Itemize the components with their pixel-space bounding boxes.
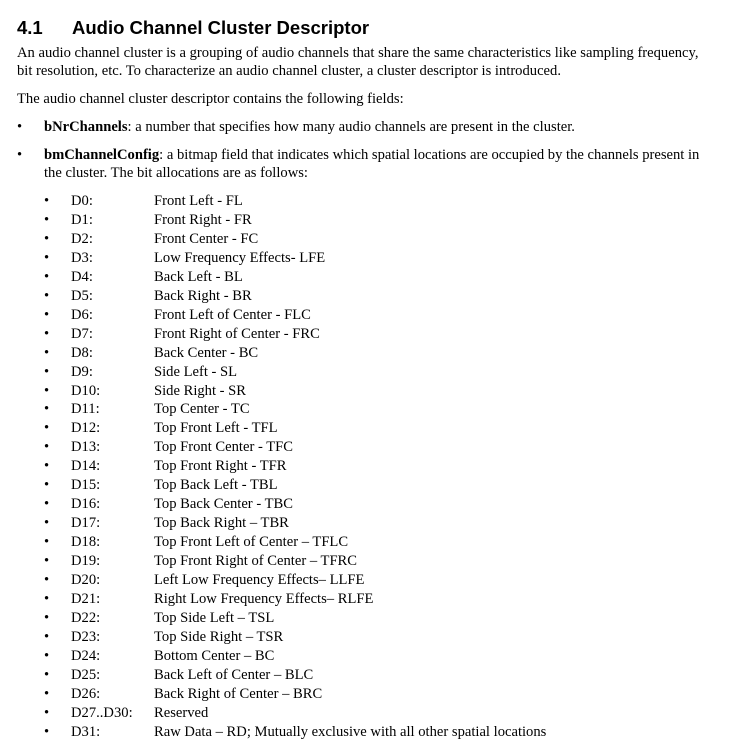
bit-code: D6:: [71, 306, 93, 323]
bit-description: Raw Data – RD; Mutually exclusive with all other spatial locations: [154, 723, 547, 740]
bit-code: D23:: [71, 628, 101, 645]
bit-allocation-row: [0, 552, 735, 571]
bit-description: Top Back Center - TBC: [154, 496, 293, 513]
bit-description: Top Front Right - TFR: [154, 458, 287, 475]
bit-description: Front Left - FL: [154, 193, 243, 209]
bit-code: D18:: [71, 534, 101, 551]
bit-allocation-row: [0, 571, 735, 590]
bullet-icon: •: [44, 534, 50, 551]
bit-allocation-list: [0, 192, 735, 742]
bit-code: D14:: [71, 458, 101, 475]
field-name: bNrChannels: [44, 119, 128, 135]
bullet-icon: •: [44, 306, 50, 323]
bullet-icon: •: [44, 401, 50, 418]
bullet-icon: •: [44, 496, 50, 513]
bit-code: D24:: [71, 647, 101, 664]
bit-allocation-row: [0, 306, 735, 325]
bit-allocation-row: [0, 704, 735, 723]
bit-allocation-row: [0, 647, 735, 666]
bit-allocation-row: [0, 211, 735, 230]
bit-description: Top Side Left – TSL: [154, 609, 275, 626]
bullet-icon: •: [44, 572, 50, 589]
bullet-icon: •: [44, 420, 50, 437]
bit-allocation-row: [0, 438, 735, 457]
bit-code: D5:: [71, 287, 93, 304]
bit-code: D11:: [71, 401, 100, 418]
bullet-icon: •: [44, 287, 50, 304]
bit-description: Left Low Frequency Effects– LLFE: [154, 572, 365, 589]
bit-code: D20:: [71, 572, 101, 589]
intro-paragraph: An audio channel cluster is a grouping of audio channels that share the same characteristics like sampling frequency, bit resolution, etc. To characterize an audio channel cluster, a cluster descriptor is introduced.: [17, 45, 699, 79]
bullet-icon: •: [44, 344, 50, 361]
bit-allocation-row: [0, 400, 735, 419]
bit-description: Top Front Left - TFL: [154, 420, 278, 437]
bullet-icon: •: [44, 268, 50, 285]
bit-description: Back Left of Center – BLC: [154, 666, 314, 683]
bullet-icon: •: [44, 515, 50, 532]
bit-allocation-row: [0, 685, 735, 704]
bit-description: Top Side Right – TSR: [154, 628, 284, 645]
bit-description: Front Right of Center - FRC: [154, 325, 320, 342]
bit-code: D3:: [71, 249, 93, 266]
bullet-icon: •: [17, 119, 23, 135]
bullet-icon: •: [44, 477, 50, 494]
bit-code: D1:: [71, 211, 93, 228]
bit-description: Bottom Center – BC: [154, 647, 275, 664]
bit-allocation-row: [0, 590, 735, 609]
bit-code: D2:: [71, 230, 93, 247]
bit-description: Top Front Right of Center – TFRC: [154, 553, 358, 570]
bit-description: Front Right - FR: [154, 211, 252, 228]
section-title: Audio Channel Cluster Descriptor: [72, 17, 370, 38]
bit-description: Reserved: [154, 704, 209, 721]
bit-code: D12:: [71, 420, 101, 437]
bullet-icon: •: [44, 382, 50, 399]
bit-description: Right Low Frequency Effects– RLFE: [154, 591, 374, 608]
field-description: : a bitmap field that indicates which spatial locations are occupied by the channels present in the cluster. The bit allocations are as follows:: [44, 147, 700, 181]
bullet-icon: •: [44, 553, 50, 570]
bit-allocation-row: [0, 249, 735, 268]
bit-code: D7:: [71, 325, 93, 342]
bit-description: Top Back Right – TBR: [154, 515, 289, 532]
bit-code: D4:: [71, 268, 93, 285]
bit-allocation-row: [0, 723, 735, 742]
bit-allocation-row: [0, 363, 735, 382]
bit-code: D8:: [71, 344, 93, 361]
bit-description: Top Center - TC: [154, 401, 250, 418]
bullet-icon: •: [17, 147, 23, 163]
field-description: : a number that specifies how many audio channels are present in the cluster.: [127, 119, 575, 135]
bit-code: D25:: [71, 666, 101, 683]
bit-allocation-row: [0, 344, 735, 363]
bit-code: D16:: [71, 496, 101, 513]
bullet-icon: •: [44, 647, 50, 664]
bit-description: Top Front Left of Center – TFLC: [154, 534, 349, 551]
bit-allocation-row: [0, 287, 735, 306]
bit-description: Back Left - BL: [154, 268, 243, 285]
bullet-icon: •: [44, 458, 50, 475]
bit-code: D15:: [71, 477, 101, 494]
bit-description: Low Frequency Effects- LFE: [154, 249, 326, 266]
bit-description: Side Left - SL: [154, 363, 238, 380]
bullet-icon: •: [44, 230, 50, 247]
bit-allocation-row: [0, 666, 735, 685]
bit-description: Top Front Center - TFC: [154, 439, 293, 456]
bit-description: Front Left of Center - FLC: [154, 306, 311, 323]
bit-allocation-row: [0, 325, 735, 344]
bit-code: D22:: [71, 609, 101, 626]
bit-allocation-row: [0, 268, 735, 287]
bit-allocation-row: [0, 457, 735, 476]
bullet-icon: •: [44, 211, 50, 228]
bit-code: D26:: [71, 685, 101, 702]
bullet-icon: •: [44, 325, 50, 342]
bit-code: D19:: [71, 553, 101, 570]
bit-description: Side Right - SR: [154, 382, 247, 399]
bit-code: D10:: [71, 382, 101, 399]
bullet-icon: •: [44, 666, 50, 683]
bullet-icon: •: [44, 609, 50, 626]
bullet-icon: •: [44, 439, 50, 456]
section-number: 4.1: [17, 17, 43, 38]
field-body: [44, 118, 704, 136]
field-body: [44, 146, 704, 182]
bullet-icon: •: [44, 704, 50, 721]
bit-code: D9:: [71, 363, 93, 380]
bullet-icon: •: [44, 591, 50, 608]
bit-description: Back Right of Center – BRC: [154, 685, 323, 702]
bit-code: D17:: [71, 515, 101, 532]
bit-code: D0:: [71, 193, 93, 209]
bit-allocation-row: [0, 514, 735, 533]
bit-allocation-row: [0, 495, 735, 514]
section-heading: [17, 17, 369, 39]
fields-intro-paragraph: The audio channel cluster descriptor contains the following fields:: [17, 91, 404, 107]
bullet-icon: •: [44, 249, 50, 266]
bit-description: Back Right - BR: [154, 287, 252, 304]
bit-description: Back Center - BC: [154, 344, 259, 361]
bit-description: Front Center - FC: [154, 230, 259, 247]
bullet-icon: •: [44, 685, 50, 702]
bit-allocation-row: [0, 628, 735, 647]
bit-allocation-row: [0, 609, 735, 628]
field-name: bmChannelConfig: [44, 147, 160, 163]
bit-code: D21:: [71, 591, 101, 608]
bullet-icon: •: [44, 723, 50, 740]
bit-code: D31:: [71, 723, 101, 740]
bullet-icon: •: [44, 628, 50, 645]
bit-allocation-row: [0, 533, 735, 552]
bit-description: Top Back Left - TBL: [154, 477, 278, 494]
bullet-icon: •: [44, 363, 50, 380]
bullet-icon: •: [44, 193, 50, 209]
bit-allocation-row: [0, 419, 735, 438]
bit-allocation-row: [0, 476, 735, 495]
bit-code: D13:: [71, 439, 101, 456]
bit-allocation-row: [0, 382, 735, 401]
bit-code: D27..D30:: [71, 704, 133, 721]
bit-allocation-row: [0, 192, 735, 211]
bit-allocation-row: [0, 230, 735, 249]
